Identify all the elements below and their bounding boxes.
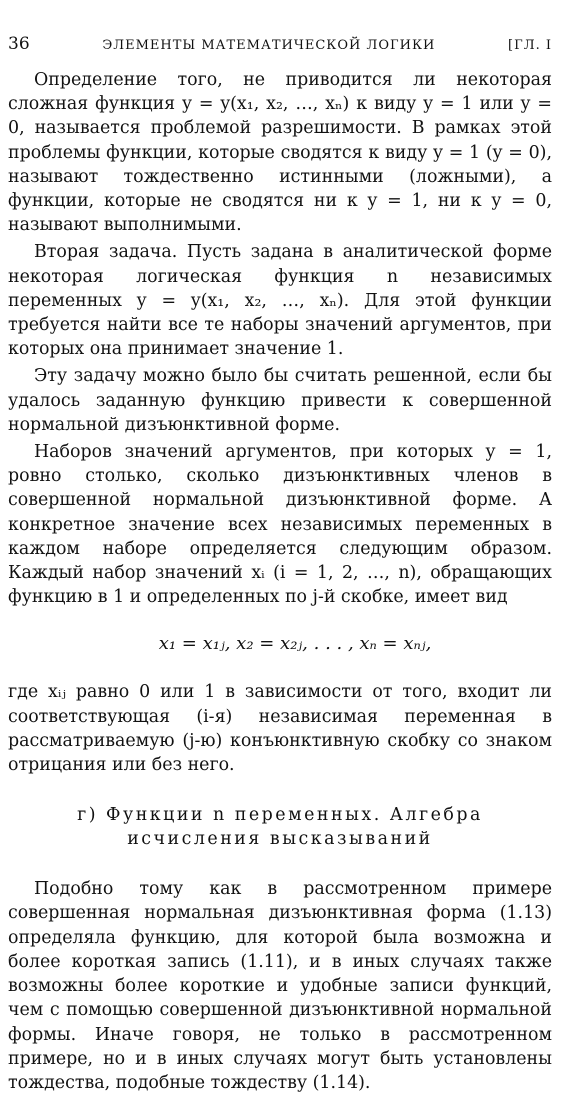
final-paragraph: Подобно тому как в рассмотренном примере совершенная нормальная дизъюнктивная форма (1.13) определяла функцию, для которой была возможна и более короткая запись (1.11), и в иных случаях также возможны более короткие и удобные записи функций, чем с помощью совершенной дизъюнктивной нормальной формы. Иначе говоря, не только в рассмотренном примере, но и в иных случаях могут быть установлены тождества, подобные тождеству (1.14). [8,879,552,1093]
display-formula: x₁ = x₁ⱼ, x₂ = x₂ⱼ, . . . , xₙ = xₙⱼ, [158,633,432,655]
paragraph-after-formula: где xᵢⱼ равно 0 или 1 в зависимости от того, входит ли соответствующая (i-я) независимая переменная в рассматриваемую (j-ю) конъюнктивную скобку со знаком отрицания или без него. [8,682,552,776]
running-header [8,34,552,56]
section-heading-line-2: исчисления высказываний [127,829,433,850]
chapter-marker: [ГЛ. I [508,38,552,53]
running-title: ЭЛЕМЕНТЫ МАТЕМАТИЧЕСКОЙ ЛОГИКИ [102,38,436,53]
paragraph-3: Эту задачу можно было бы считать решенной, если бы удалось заданную функцию привести к совершенной нормальной дизъюнктивной форме. [8,366,552,435]
paragraph-2: Вторая задача. Пусть задана в аналитической форме некоторая логическая функция n независимых переменных y = y(x₁, x₂, …, xₙ). Для этой функции требуется найти все те наборы значений аргументов, при которых она принимает значение 1. [8,242,552,360]
section-heading-line-1: г) Функции n переменных. Алгебра [77,805,483,826]
paragraph-1: Определение того, не приводится ли некоторая сложная функция y = y(x₁, x₂, …, xₙ) к виду y = 1 или y = 0, называется проблемой разрешимости. В рамках этой проблемы функции, которые сводятся к виду y = 1 (y = 0), называют тождественно истинными (ложными), а функции, которые не сводятся ни к y = 1, ни к y = 0, называют выполнимыми. [8,70,552,236]
section-heading [8,803,552,851]
paragraph-4: Наборов значений аргументов, при которых y = 1, ровно столько, сколько дизъюнктивных членов в совершенной нормальной дизъюнктивной форме. А конкретное значение всех независимых переменных в каждом наборе определяется следующим образом. Каждый набор значений xᵢ (i = 1, 2, …, n), обращающих функцию в 1 и определенных по j-й скобке, имеет вид [8,442,552,608]
page-number: 36 [8,34,30,54]
